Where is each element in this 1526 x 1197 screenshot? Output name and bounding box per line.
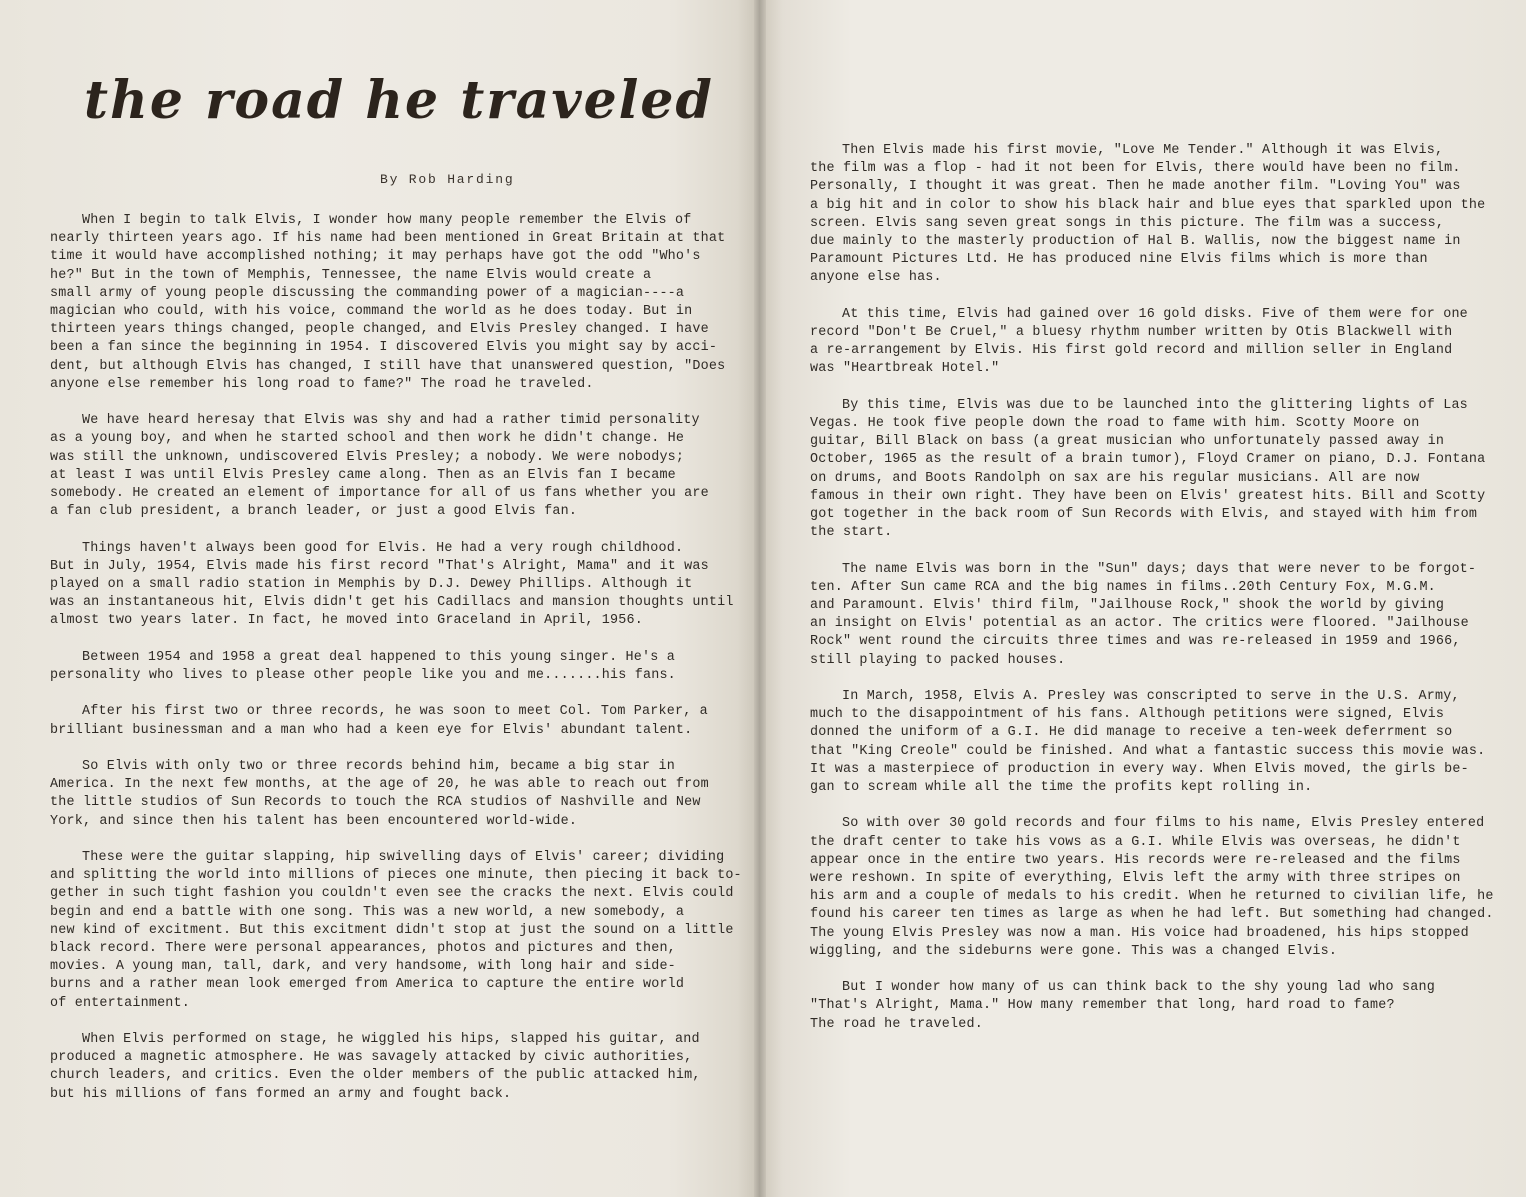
text-line: much to the disappointment of his fans. Although petitions were signed, Elvis (810, 707, 1445, 723)
text-line: October, 1965 as the result of a brain tumor), Floyd Cramer on piano, D.J. Fontana (810, 452, 1486, 468)
text-line: thirteen years things changed, people changed, and Elvis Presley changed. I have (50, 322, 709, 338)
left-page (0, 0, 760, 1197)
text-line: somebody. He created an element of importance for all of us fans whether you are (50, 486, 709, 502)
text-line: At this time, Elvis had gained over 16 gold disks. Five of them were for one (842, 306, 1468, 322)
article-paragraph (810, 688, 1486, 797)
text-line: In March, 1958, Elvis A. Presley was conscripted to serve in the U.S. Army, (842, 689, 1460, 705)
text-line: personality who lives to please other people like you and me.......his fans. (50, 668, 676, 684)
text-line: produced a magnetic atmosphere. He was savagely attacked by civic authorities, (50, 1050, 693, 1066)
text-line: the little studios of Sun Records to touch the RCA studios of Nashville and New (50, 795, 701, 811)
text-line: ten. After Sun came RCA and the big names in films..20th Century Fox, M.G.M. (810, 579, 1436, 595)
text-line: a big hit and in color to show his black hair and blue eyes that sparkled upon the (810, 197, 1486, 213)
text-line: as a young boy, and when he started school and then work he didn't change. He (50, 431, 685, 447)
text-line: brilliant businessman and a man who had a keen eye for Elvis' abundant talent. (50, 722, 693, 738)
article-byline: By Rob Harding (380, 172, 515, 187)
text-line: at least I was until Elvis Presley came along. Then as an Elvis fan I became (50, 467, 676, 483)
text-line: gether in such tight fashion you couldn't even see the cracks the next. Elvis could (50, 886, 734, 902)
text-line: time it would have accomplished nothing; it may perhaps have got the odd "Who's (50, 249, 701, 265)
text-line: but his millions of fans formed an army and fought back. (50, 1086, 512, 1102)
text-line: When I begin to talk Elvis, I wonder how many people remember the Elvis of (82, 213, 692, 228)
text-line: Rock" went round the circuits three times and was re-released in 1959 and 1966, (810, 634, 1461, 650)
text-line: So with over 30 gold records and four films to his name, Elvis Presley entered (842, 816, 1485, 832)
text-line: and splitting the world into millions of pieces one minute, then piecing it back to- (50, 868, 742, 884)
text-line: begin and end a battle with one song. This was a new world, a new somebody, a (50, 904, 685, 920)
article-paragraph (50, 649, 714, 685)
text-line: guitar, Bill Black on bass (a great musician who unfortunately passed away in (810, 434, 1445, 450)
text-line: Then Elvis made his first movie, "Love Me Tender." Although it was Elvis, (842, 143, 1444, 158)
text-line: movies. A young man, tall, dark, and very handsome, with long hair and side- (50, 959, 676, 975)
text-line: But in July, 1954, Elvis made his first record "That's Alright, Mama" and it was (50, 558, 709, 574)
text-line: that "King Creole" could be finished. And what a fantastic success this movie was. (810, 743, 1486, 759)
text-line: magician who could, with his voice, command the world as he does today. But in (50, 304, 693, 320)
right-column (810, 142, 1494, 1052)
text-line: screen. Elvis sang seven great songs in this picture. The film was a success, (810, 215, 1445, 231)
text-line: It was a masterpiece of production in every way. When Elvis moved, the girls be- (810, 761, 1469, 777)
left-column (50, 212, 742, 1122)
text-line: was "Heartbreak Hotel." (810, 361, 1000, 377)
text-line: donned the uniform of a G.I. He did manage to receive a ten-week deferrment so (810, 725, 1453, 741)
text-line: gan to scream while all the time the profits kept rolling in. (810, 780, 1313, 796)
article-paragraph (810, 306, 1482, 379)
text-line: a re-arrangement by Elvis. His first gold record and million seller in England (810, 343, 1453, 359)
text-line: was an instantaneous hit, Elvis didn't get his Cadillacs and mansion thoughts until (50, 595, 734, 611)
text-line: The young Elvis Presley was now a man. His voice had broadened, his hips stopped (810, 925, 1469, 941)
text-line: By this time, Elvis was due to be launched into the glittering lights of Las (842, 397, 1468, 413)
article-paragraph (810, 142, 1486, 288)
text-line: played on a small radio station in Memphis by D.J. Dewey Phillips. Although it (50, 577, 693, 593)
text-line: and Paramount. Elvis' third film, "Jailhouse Rock," shook the world by giving (810, 598, 1445, 614)
article-paragraph (810, 815, 1494, 961)
text-line: These were the guitar slapping, hip swivelling days of Elvis' career; dividing (82, 850, 725, 866)
text-line: After his first two or three records, he was soon to meet Col. Tom Parker, a (82, 704, 708, 720)
text-line: the start. (810, 525, 893, 541)
text-line: famous in their own right. They have been on Elvis' greatest hits. Bill and Scotty (810, 488, 1486, 504)
article-paragraph (50, 849, 742, 1013)
article-paragraph (50, 703, 714, 739)
text-line: small army of young people discussing the commanding power of a magician----a (50, 285, 685, 301)
text-line: church leaders, and critics. Even the older members of the public attacked him, (50, 1068, 701, 1084)
text-line: York, and since then his talent has been encountered world-wide. (50, 813, 578, 829)
text-line: Between 1954 and 1958 a great deal happened to this young singer. He's a (82, 649, 675, 665)
text-line: America. In the next few months, at the age of 20, he was able to reach out from (50, 777, 709, 793)
text-line: nearly thirteen years ago. If his name had been mentioned in Great Britain at that (50, 231, 726, 247)
text-line: The name Elvis was born in the "Sun" days; days that were never to be forgot- (842, 561, 1477, 577)
text-line: a fan club president, a branch leader, or just a good Elvis fan. (50, 504, 578, 520)
article-paragraph (50, 1031, 714, 1104)
text-line: was still the unknown, undiscovered Elvis Presley; a nobody. We were nobodys; (50, 449, 685, 465)
text-line: almost two years later. In fact, he moved into Graceland in April, 1956. (50, 613, 643, 629)
text-line: got together in the back room of Sun Records with Elvis, and stayed with him from (810, 507, 1478, 523)
text-line: anyone else has. (810, 270, 942, 286)
article-paragraph (50, 412, 714, 521)
text-line: The road he traveled. (810, 1016, 983, 1032)
text-line: Personally, I thought it was great. Then he made another film. "Loving You" was (810, 179, 1461, 195)
text-line: been a fan since the beginning in 1954. I discovered Elvis you might say by acci- (50, 340, 718, 356)
text-line: still playing to packed houses. (810, 652, 1066, 668)
text-line: Paramount Pictures Ltd. He has produced nine Elvis films which is more than (810, 252, 1428, 268)
text-line: he?" But in the town of Memphis, Tennessee, the name Elvis would create a (50, 267, 652, 283)
text-line: his arm and a couple of medals to his credit. When he returned to civilian life, he (810, 889, 1494, 905)
text-line: Things haven't always been good for Elvis. He had a very rough childhood. (82, 540, 684, 556)
text-line: on drums, and Boots Randolph on sax are his regular musicians. All are now (810, 470, 1420, 486)
article-paragraph (50, 212, 726, 394)
text-line: of entertainment. (50, 995, 191, 1011)
text-line: the draft center to take his vows as a G.I. While Elvis was overseas, he didn't (810, 834, 1461, 850)
article-paragraph (50, 540, 734, 631)
article-paragraph (810, 397, 1486, 543)
text-line: the film was a flop - had it not been for Elvis, there would have been no film. (810, 161, 1461, 177)
text-line: So Elvis with only two or three records behind him, became a big star in (82, 759, 675, 775)
text-line: due mainly to the masterly production of Hal B. Wallis, now the biggest name in (810, 234, 1461, 250)
article-paragraph (810, 979, 1482, 1034)
text-line: record "Don't Be Cruel," a bluesy rhythm number written by Otis Blackwell with (810, 325, 1453, 341)
text-line: dent, but although Elvis has changed, I still have that unanswered question, "Does (50, 358, 726, 374)
text-line: Vegas. He took five people down the road to fame with him. Scotty Moore on (810, 416, 1420, 432)
text-line: an insight on Elvis' potential as an actor. The critics were floored. "Jailhouse (810, 616, 1469, 632)
text-line: We have heard heresay that Elvis was shy and had a rather timid personality (82, 413, 700, 429)
text-line: burns and a rather mean look emerged from America to capture the entire world (50, 977, 685, 993)
page-gutter (754, 0, 766, 1197)
text-line: When Elvis performed on stage, he wiggled his hips, slapped his guitar, and (82, 1032, 700, 1048)
article-paragraph (50, 758, 714, 831)
text-line: wiggling, and the sideburns were gone. This was a changed Elvis. (810, 943, 1338, 959)
text-line: "That's Alright, Mama." How many remember that long, hard road to fame? (810, 998, 1395, 1014)
text-line: appear once in the entire two years. His records were re-released and the films (810, 852, 1461, 868)
text-line: new kind of excitment. But this excitment didn't stop at just the sound on a little (50, 922, 734, 938)
article-title: the road he traveled (84, 70, 714, 131)
article-paragraph (810, 561, 1482, 670)
text-line: found his career ten times as large as when he had left. But something had changed. (810, 907, 1494, 923)
text-line: anyone else remember his long road to fame?" The road he traveled. (50, 376, 594, 392)
text-line: black record. There were personal appearances, photos and pictures and then, (50, 941, 676, 957)
text-line: But I wonder how many of us can think back to the shy young lad who sang (842, 980, 1435, 996)
text-line: were reshown. In spite of everything, Elvis left the army with three stripes on (810, 871, 1461, 887)
